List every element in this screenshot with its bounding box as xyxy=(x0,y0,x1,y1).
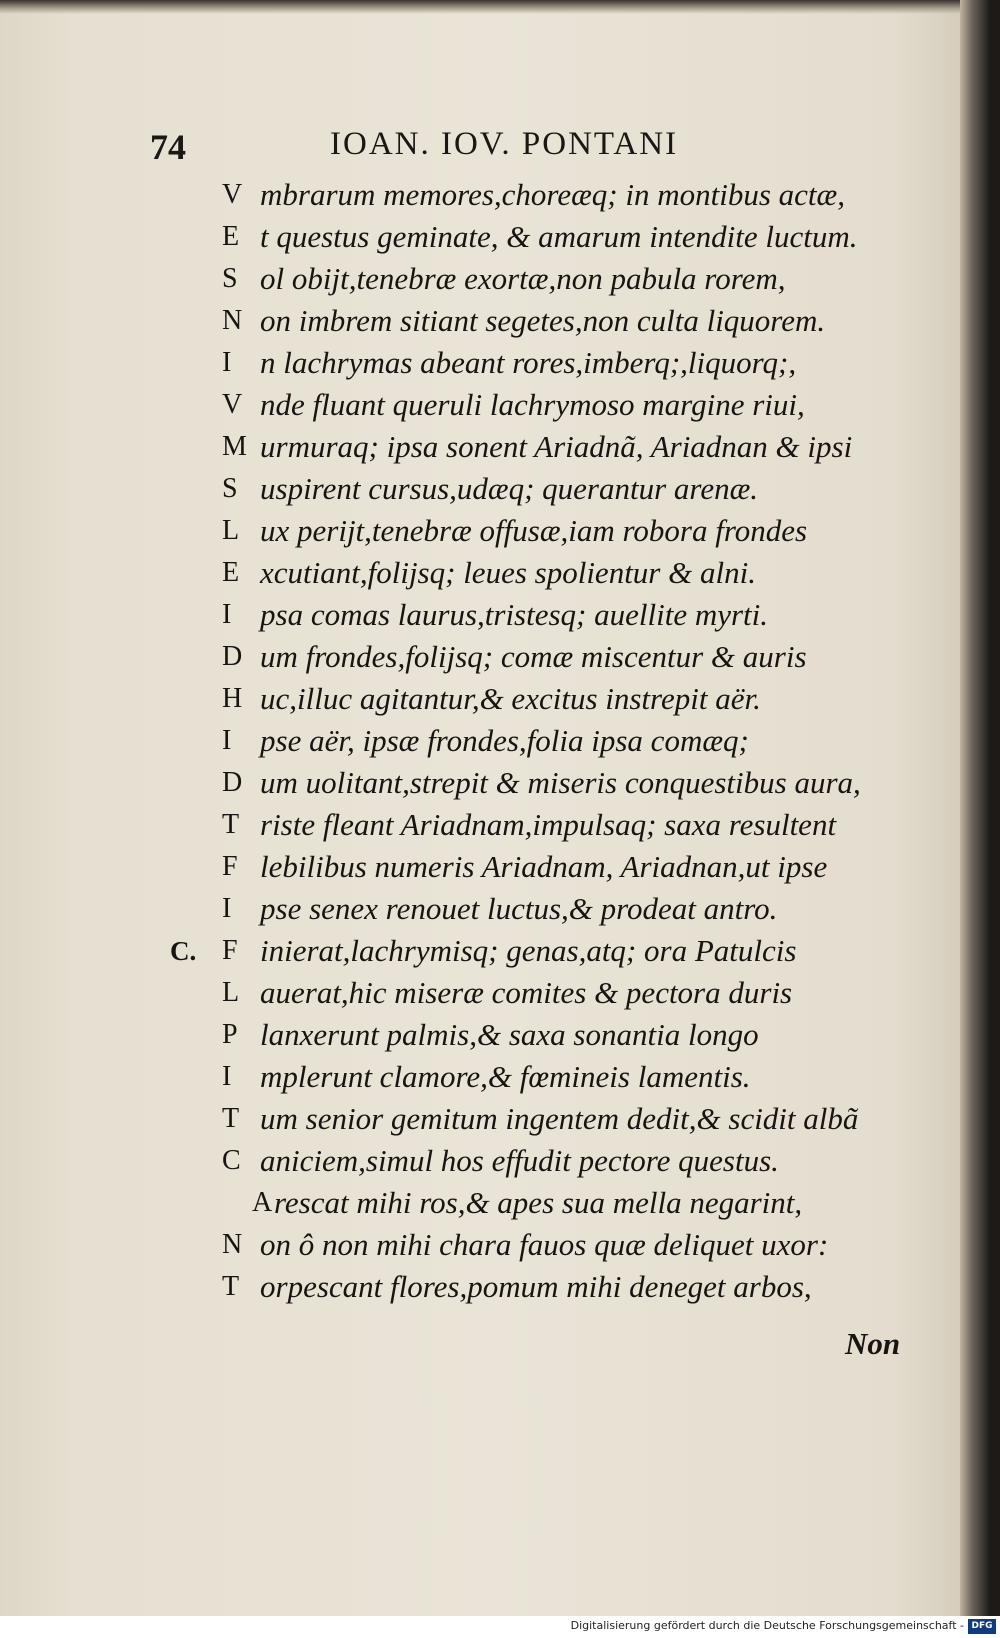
verse-line xyxy=(150,594,910,636)
acrostic-initial: F xyxy=(222,935,238,966)
verse-line xyxy=(150,846,910,888)
verse-text: rescat mihi ros,& apes sua mella negarint, xyxy=(274,1185,803,1220)
acrostic-initial: F xyxy=(222,851,238,882)
verse-line xyxy=(150,1056,910,1098)
verse-line xyxy=(150,300,910,342)
verse-line xyxy=(150,426,910,468)
margin-note: C. xyxy=(170,936,197,966)
verse-text: on ô non mihi chara fauos quæ deliquet uxor: xyxy=(260,1227,829,1262)
verse-text: xcutiant,folijsq; leues spolientur & alni. xyxy=(260,555,756,590)
verse-text: aniciem,simul hos effudit pectore questus. xyxy=(260,1143,779,1178)
acrostic-initial: I xyxy=(222,893,232,924)
verse-line xyxy=(150,1224,910,1266)
verse-line xyxy=(150,1098,910,1140)
verse-line xyxy=(150,216,910,258)
acrostic-initial: M xyxy=(222,431,247,462)
verse-line xyxy=(150,972,910,1014)
verse-text: auerat,hic miseræ comites & pectora duris xyxy=(260,975,793,1010)
verse-text: riste fleant Ariadnam,impulsaq; saxa resultent xyxy=(260,807,837,842)
verse-text: um senior gemitum ingentem dedit,& scidit albã xyxy=(260,1101,859,1136)
book-spine-shadow xyxy=(960,0,990,1616)
verse-text: ux perijt,tenebræ offusæ,iam robora frondes xyxy=(260,513,808,548)
verse-text: um uolitant,strepit & miseris conquestibus aura, xyxy=(260,765,861,800)
verse-line xyxy=(150,468,910,510)
verse-text: on imbrem sitiant segetes,non culta liquorem. xyxy=(260,303,826,338)
footer-credit: Digitalisierung gefördert durch die Deutsche Forschungsgemeinschaft - xyxy=(570,1619,964,1632)
verse-text: pse aër, ipsæ frondes,folia ipsa comæq; xyxy=(260,723,749,758)
acrostic-initial: T xyxy=(222,809,240,840)
verse-text: mbrarum memores,choreæq; in montibus actæ, xyxy=(260,177,845,212)
verse-line xyxy=(150,720,910,762)
verse-line xyxy=(150,174,910,216)
verse-text: n lachrymas abeant rores,imberq;,liquorq;, xyxy=(260,345,797,380)
acrostic-initial: L xyxy=(222,977,240,1008)
verse-text: inierat,lachrymisq; genas,atq; ora Patulcis xyxy=(260,933,797,968)
acrostic-initial: P xyxy=(222,1019,238,1050)
verse-line xyxy=(150,930,910,972)
acrostic-initial: S xyxy=(222,473,238,504)
acrostic-initial: D xyxy=(222,767,243,798)
acrostic-initial: T xyxy=(222,1271,240,1302)
verse-text: uspirent cursus,udæq; querantur arenæ. xyxy=(260,471,759,506)
verse-line xyxy=(150,1014,910,1056)
verse-line xyxy=(150,636,910,678)
verse-line xyxy=(150,678,910,720)
running-head: IOAN. IOV. PONTANI xyxy=(330,126,679,162)
acrostic-initial: E xyxy=(222,221,240,252)
acrostic-initial: S xyxy=(222,263,238,294)
verse-text: orpescant flores,pomum mihi deneget arbos, xyxy=(260,1269,812,1304)
verse-line xyxy=(150,804,910,846)
acrostic-initial: C xyxy=(222,1145,241,1176)
acrostic-initial: N xyxy=(222,305,243,336)
acrostic-initial: I xyxy=(222,599,232,630)
acrostic-initial: T xyxy=(222,1103,240,1134)
acrostic-initial: H xyxy=(222,683,243,714)
digitization-footer xyxy=(0,1616,1000,1638)
verse-line xyxy=(150,342,910,384)
verse-line xyxy=(150,384,910,426)
catchword: Non xyxy=(845,1326,901,1361)
verse-text: psa comas laurus,tristesq; auellite myrti. xyxy=(260,597,769,632)
verse-line xyxy=(150,1266,910,1308)
verse-text: uc,illuc agitantur,& excitus instrepit aër. xyxy=(260,681,761,716)
poem-text xyxy=(150,174,910,1308)
verse-text: pse senex renouet luctus,& prodeat antro. xyxy=(260,891,778,926)
verse-line xyxy=(150,1182,910,1224)
verse-text: lebilibus numeris Ariadnam, Ariadnan,ut ipse xyxy=(260,849,828,884)
verse-line xyxy=(150,258,910,300)
acrostic-initial: E xyxy=(222,557,240,588)
acrostic-initial: D xyxy=(222,641,243,672)
verse-line xyxy=(150,510,910,552)
page-number: 74 xyxy=(150,127,186,167)
acrostic-initial: V xyxy=(222,389,243,420)
acrostic-initial: I xyxy=(222,725,232,756)
dfg-logo: DFG xyxy=(968,1619,996,1634)
acrostic-initial: N xyxy=(222,1229,243,1260)
verse-text: um frondes,folijsq; comæ miscentur & auris xyxy=(260,639,807,674)
verse-line xyxy=(150,1140,910,1182)
acrostic-initial: L xyxy=(222,515,240,546)
verse-line xyxy=(150,552,910,594)
verse-text: t questus geminate, & amarum intendite luctum. xyxy=(260,219,858,254)
verse-text: urmuraq; ipsa sonent Ariadnã, Ariadnan & ipsi xyxy=(260,429,853,464)
verse-line xyxy=(150,888,910,930)
page-top-edge xyxy=(0,0,990,14)
verse-line xyxy=(150,762,910,804)
verse-text: ol obijt,tenebræ exortæ,non pabula rorem, xyxy=(260,261,786,296)
verse-text: nde fluant queruli lachrymoso margine riui, xyxy=(260,387,805,422)
verse-text: mplerunt clamore,& fœmineis lamentis. xyxy=(260,1059,751,1094)
acrostic-initial: A xyxy=(252,1187,273,1218)
acrostic-initial: I xyxy=(222,1061,232,1092)
acrostic-initial: V xyxy=(222,179,243,210)
acrostic-initial: I xyxy=(222,347,232,378)
page-header xyxy=(150,126,790,176)
verse-text: lanxerunt palmis,& saxa sonantia longo xyxy=(260,1017,759,1052)
